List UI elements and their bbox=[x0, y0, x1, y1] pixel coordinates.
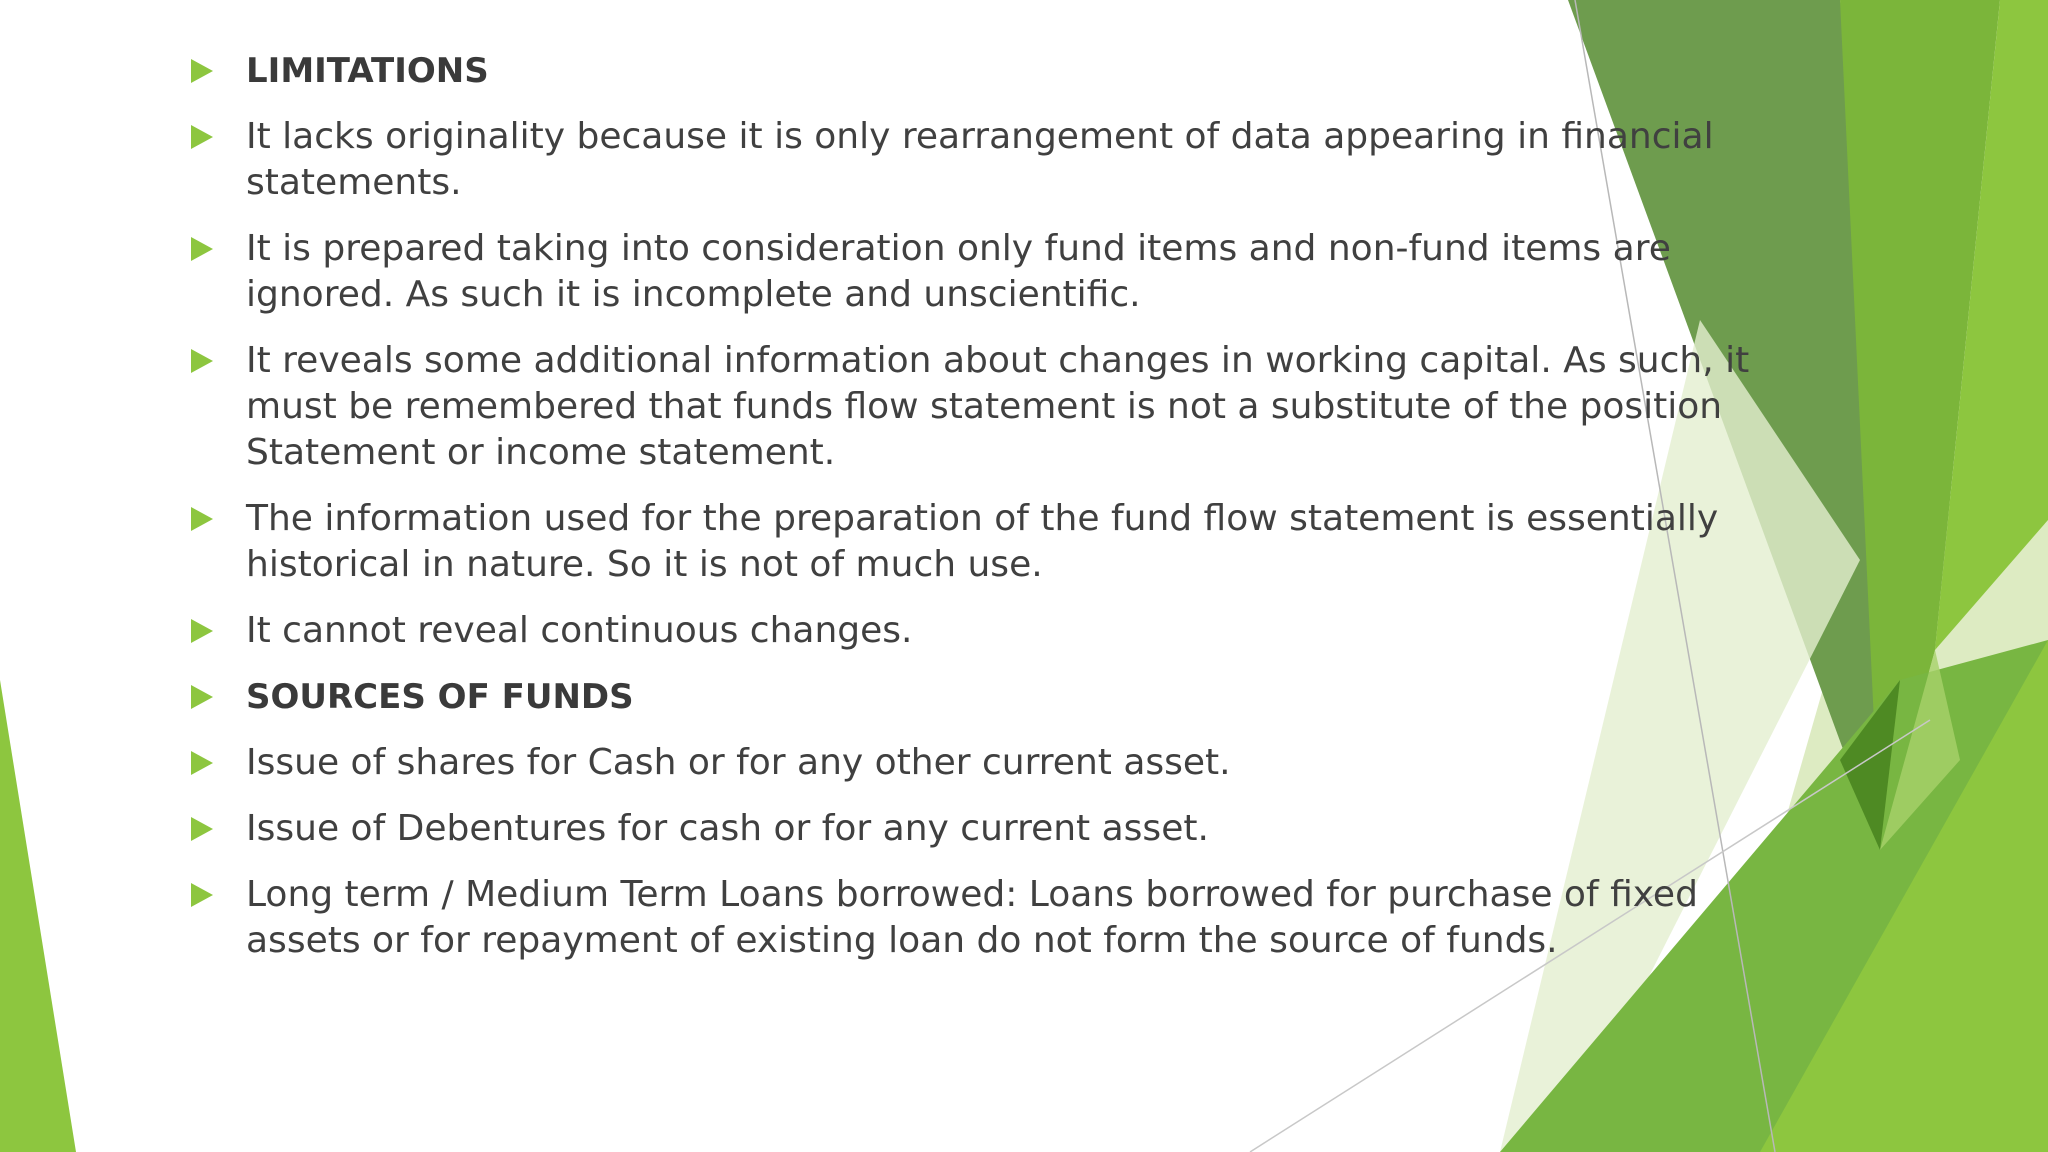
arrow-bullet-icon bbox=[191, 59, 213, 83]
bullet-text: It cannot reveal continuous changes. bbox=[246, 610, 913, 651]
arrow-bullet-icon bbox=[191, 817, 213, 841]
bullet-text: Issue of Debentures for cash or for any current asset. bbox=[246, 808, 1209, 849]
bullet-text: It reveals some additional information about changes in working capital. As such, it must be remembered that funds flow statement is not a substitute of the position Statement or income statement. bbox=[246, 340, 1750, 473]
bullet-item bbox=[188, 872, 1798, 964]
arrow-bullet-icon bbox=[191, 237, 213, 261]
arrow-bullet-icon bbox=[191, 619, 213, 643]
bullet-item bbox=[188, 48, 1798, 94]
bullet-item bbox=[188, 674, 1798, 720]
bullet-text: Long term / Medium Term Loans borrowed: Loans borrowed for purchase of fixed assets or for repayment of existing loan do not form the source of funds. bbox=[246, 874, 1698, 961]
bullet-item bbox=[188, 114, 1798, 206]
bullet-text: SOURCES OF FUNDS bbox=[246, 677, 634, 717]
bullet-item bbox=[188, 608, 1798, 654]
bullet-item bbox=[188, 740, 1798, 786]
bullet-text: Issue of shares for Cash or for any other current asset. bbox=[246, 742, 1231, 783]
arrow-bullet-icon bbox=[191, 685, 213, 709]
bullet-item bbox=[188, 496, 1798, 588]
bullet-text: The information used for the preparation of the fund flow statement is essentially historical in nature. So it is not of much use. bbox=[246, 498, 1719, 585]
bullet-text: LIMITATIONS bbox=[246, 51, 489, 91]
left-edge-facet bbox=[0, 680, 76, 1152]
bullet-item bbox=[188, 226, 1798, 318]
bullet-text: It lacks originality because it is only rearrangement of data appearing in financial statements. bbox=[246, 116, 1714, 203]
arrow-bullet-icon bbox=[191, 883, 213, 907]
bullet-text: It is prepared taking into consideration only fund items and non-fund items are ignored. As such it is incomplete and unscientific. bbox=[246, 228, 1671, 315]
bullet-item bbox=[188, 338, 1798, 476]
arrow-bullet-icon bbox=[191, 507, 213, 531]
bullet-item bbox=[188, 806, 1798, 852]
arrow-bullet-icon bbox=[191, 125, 213, 149]
arrow-bullet-icon bbox=[191, 751, 213, 775]
arrow-bullet-icon bbox=[191, 349, 213, 373]
bullet-list bbox=[188, 48, 1798, 984]
